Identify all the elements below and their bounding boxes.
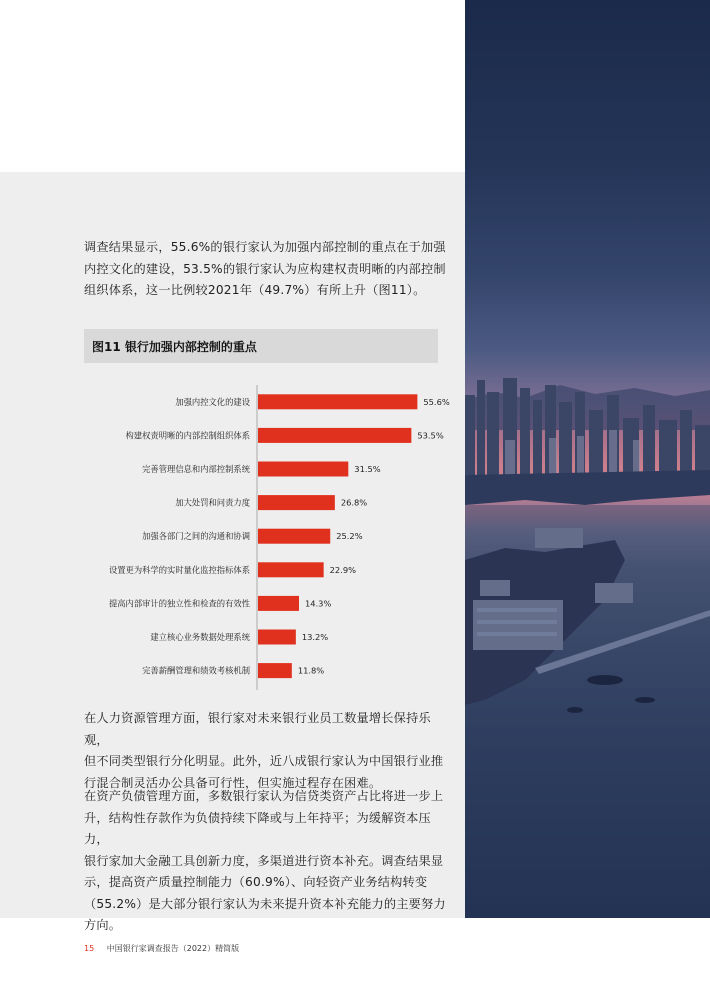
bar bbox=[258, 428, 411, 443]
bar-chart bbox=[84, 385, 454, 690]
data-label: 55.6% bbox=[423, 396, 450, 407]
bar bbox=[258, 495, 335, 510]
alm-line: 示，提高资产质量控制能力（60.9%）、向轻资产业务结构转变 bbox=[84, 875, 428, 889]
report-title: 中国银行家调查报告（2022）精简版 bbox=[106, 944, 240, 953]
data-label: 31.5% bbox=[354, 464, 381, 474]
intro-paragraph bbox=[84, 237, 450, 302]
data-label: 53.5% bbox=[417, 430, 444, 441]
category-label: 完善薪酬管理和绩效考核机制 bbox=[142, 665, 250, 676]
data-label: 22.9% bbox=[329, 564, 357, 575]
data-label: 26.8% bbox=[340, 497, 368, 508]
bar bbox=[258, 596, 299, 611]
category-label: 设置更为科学的实时量化监控指标体系 bbox=[108, 564, 250, 575]
bar bbox=[258, 462, 348, 477]
alm-line: 升，结构性存款作为负债持续下降或与上年持平；为缓解资本压力， bbox=[84, 810, 431, 846]
bar bbox=[258, 529, 330, 544]
category-label: 加强各部门之间的沟通和协调 bbox=[142, 531, 250, 542]
alm-line: 银行家加大金融工具创新力度，多渠道进行资本补充。调查结果显 bbox=[84, 853, 444, 868]
alm-line: （55.2%）是大部分银行家认为未来提升资本补充能力的主要努力 bbox=[84, 896, 446, 911]
chart-title: 图11 银行加强内部控制的重点 bbox=[92, 340, 257, 354]
city-skyline-photo bbox=[465, 0, 710, 918]
data-label: 13.2% bbox=[301, 632, 329, 642]
category-label: 建立核心业务数据处理系统 bbox=[150, 632, 250, 642]
data-label: 11.8% bbox=[297, 665, 325, 676]
chart-title-bar bbox=[84, 329, 438, 363]
bar bbox=[258, 562, 324, 577]
alm-line: 在资产负债管理方面，多数银行家认为信贷类资产占比将进一步上 bbox=[84, 789, 444, 803]
category-label: 构建权责明晰的内部控制组织体系 bbox=[125, 430, 250, 441]
bar-chart-svg bbox=[84, 385, 454, 690]
intro-line: 内控文化的建设，53.5%的银行家认为应构建权责明晰的内部控制 bbox=[84, 261, 446, 276]
hr-line: 行混合制灵活办公具备可行性，但实施过程存在困难。 bbox=[84, 775, 382, 790]
intro-line: 组织体系，这一比例较2021年（49.7%）有所上升（图11）。 bbox=[84, 283, 426, 297]
bar bbox=[258, 630, 296, 645]
bar bbox=[258, 394, 417, 409]
hr-line: 在人力资源管理方面，银行家对未来银行业员工数量增长保持乐观， bbox=[84, 711, 431, 747]
category-label: 加强内控文化的建设 bbox=[175, 396, 250, 407]
category-label: 提高内部审计的独立性和检查的有效性 bbox=[108, 598, 250, 609]
category-label: 完善管理信息和内部控制系统 bbox=[142, 464, 250, 474]
page-footer bbox=[84, 943, 239, 954]
category-label: 加大处罚和问责力度 bbox=[175, 497, 250, 508]
data-label: 25.2% bbox=[336, 531, 363, 542]
alm-paragraph bbox=[84, 786, 450, 937]
bar bbox=[258, 663, 292, 678]
hr-paragraph bbox=[84, 708, 450, 794]
hr-line: 但不同类型银行分化明显。此外，近八成银行家认为中国银行业推 bbox=[84, 754, 444, 768]
data-label: 14.3% bbox=[304, 598, 332, 609]
alm-line: 方向。 bbox=[84, 918, 122, 932]
intro-line: 调查结果显示，55.6%的银行家认为加强内部控制的重点在于加强 bbox=[84, 240, 446, 254]
page-number: 15 bbox=[84, 944, 95, 953]
